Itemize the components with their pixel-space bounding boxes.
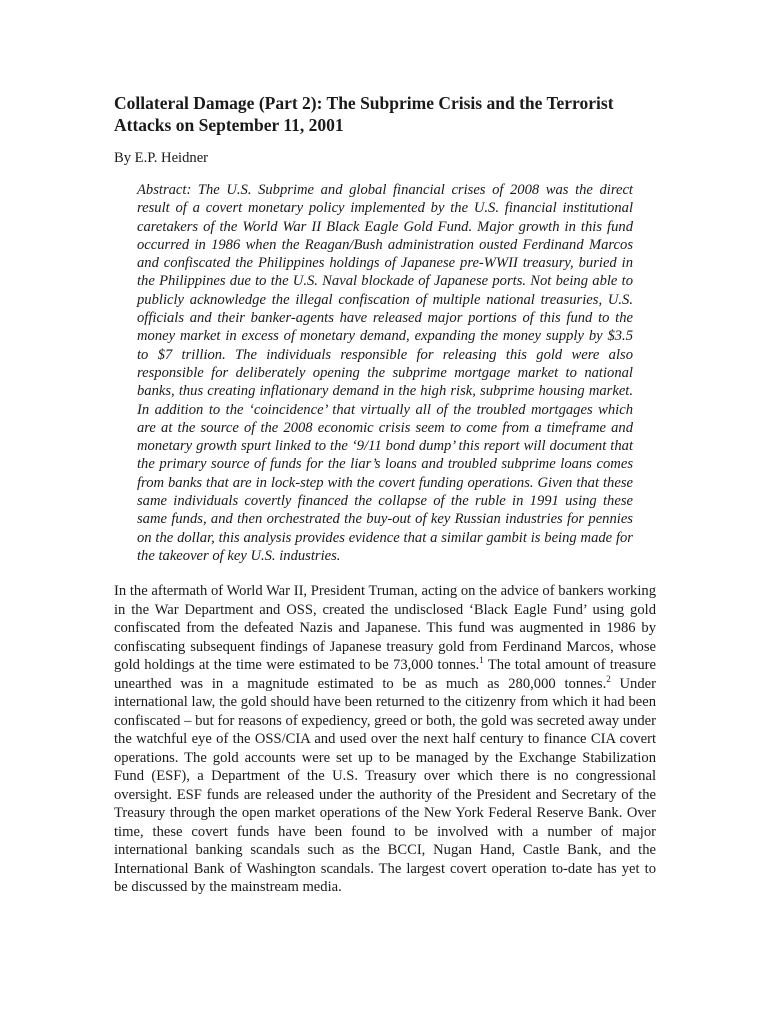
footnote-marker-1: 1 bbox=[479, 655, 484, 666]
footnote-marker-2: 2 bbox=[606, 673, 611, 684]
author-byline: By E.P. Heidner bbox=[114, 150, 209, 166]
body-paragraph bbox=[114, 582, 656, 897]
body-text-part-3: Under international law, the gold should have been returned to the citizenry from which it had been confiscated – but for reasons of expediency, greed or both, the gold was secreted away under the watchful eye of the OSS/CIA and used over the next half century to finance CIA covert operations. The gold accounts were set up to be managed by the Exchange Stabilization Fund (ESF), a Department of the U.S. Treasury over which there is no congressional oversight. ESF funds are released under the authority of the President and Secretary of the Treasury through the open market operations of the New York Federal Reserve Bank. Over time, these covert funds have been found to be involved with a number of major international banking scandals such as the BCCI, Nugan Hand, Castle Bank, and the International Bank of Washington scandals. The largest covert operation to-date has yet to be discussed by the mainstream media. bbox=[114, 675, 656, 895]
document-title: Collateral Damage (Part 2): The Subprime Crisis and the Terrorist Attacks on September 11, 2001 bbox=[114, 93, 614, 135]
body-text-part-1: In the aftermath of World War II, President Truman, acting on the advice of bankers working in the War Department and OSS, created the undisclosed ‘Black Eagle Fund’ using gold confiscated from the defeated Nazis and Japanese. This fund was augmented in 1986 by confiscating subsequent findings of Japanese treasury gold from Ferdinand Marcos, whose gold holdings at the time were estimated to be 73,000 tonnes. bbox=[114, 583, 656, 673]
body-text-part-2: The total amount of treasure unearthed was in a magnitude estimated to be as much as 280,000 tonnes. bbox=[114, 657, 656, 692]
abstract-paragraph: Abstract: The U.S. Subprime and global financial crises of 2008 was the direct result of a covert monetary policy implemented by the U.S. financial institutional caretakers of the World War II Black Eagle Gold Fund. Major growth in this fund occurred in 1986 when the Reagan/Bush administration ousted Ferdinand Marcos and confiscated the Philippines holdings of Japanese pre-WWII treasury, buried in the Philippines due to the U.S. Naval blockade of Japanese ports. Not being able to publicly acknowledge the illegal confiscation of multiple national treasuries, U.S. officials and their banker-agents have released major portions of this fund to the money market in excess of monetary demand, expanding the money supply by $3.5 to $7 trillion. The individuals responsible for releasing this gold were also responsible for deliberately opening the subprime mortgage market to national banks, thus creating inflationary demand in the high risk, subprime housing market. In addition to the ‘coincidence’ that virtually all of the troubled mortgages which are at the source of the 2008 economic crisis seem to come from a timeframe and monetary growth spurt linked to the ‘9/11 bond dump’ this report will document that the primary source of funds for the liar’s loans and troubled subprime loans comes from banks that are in lock-step with the covert funding operations. Given that these same individuals covertly financed the collapse of the ruble in 1991 using these same funds, and then orchestrated the buy-out of key Russian industries for pennies on the dollar, this analysis provides evidence that a similar gambit is being made for the takeover of key U.S. industries. bbox=[137, 182, 633, 564]
